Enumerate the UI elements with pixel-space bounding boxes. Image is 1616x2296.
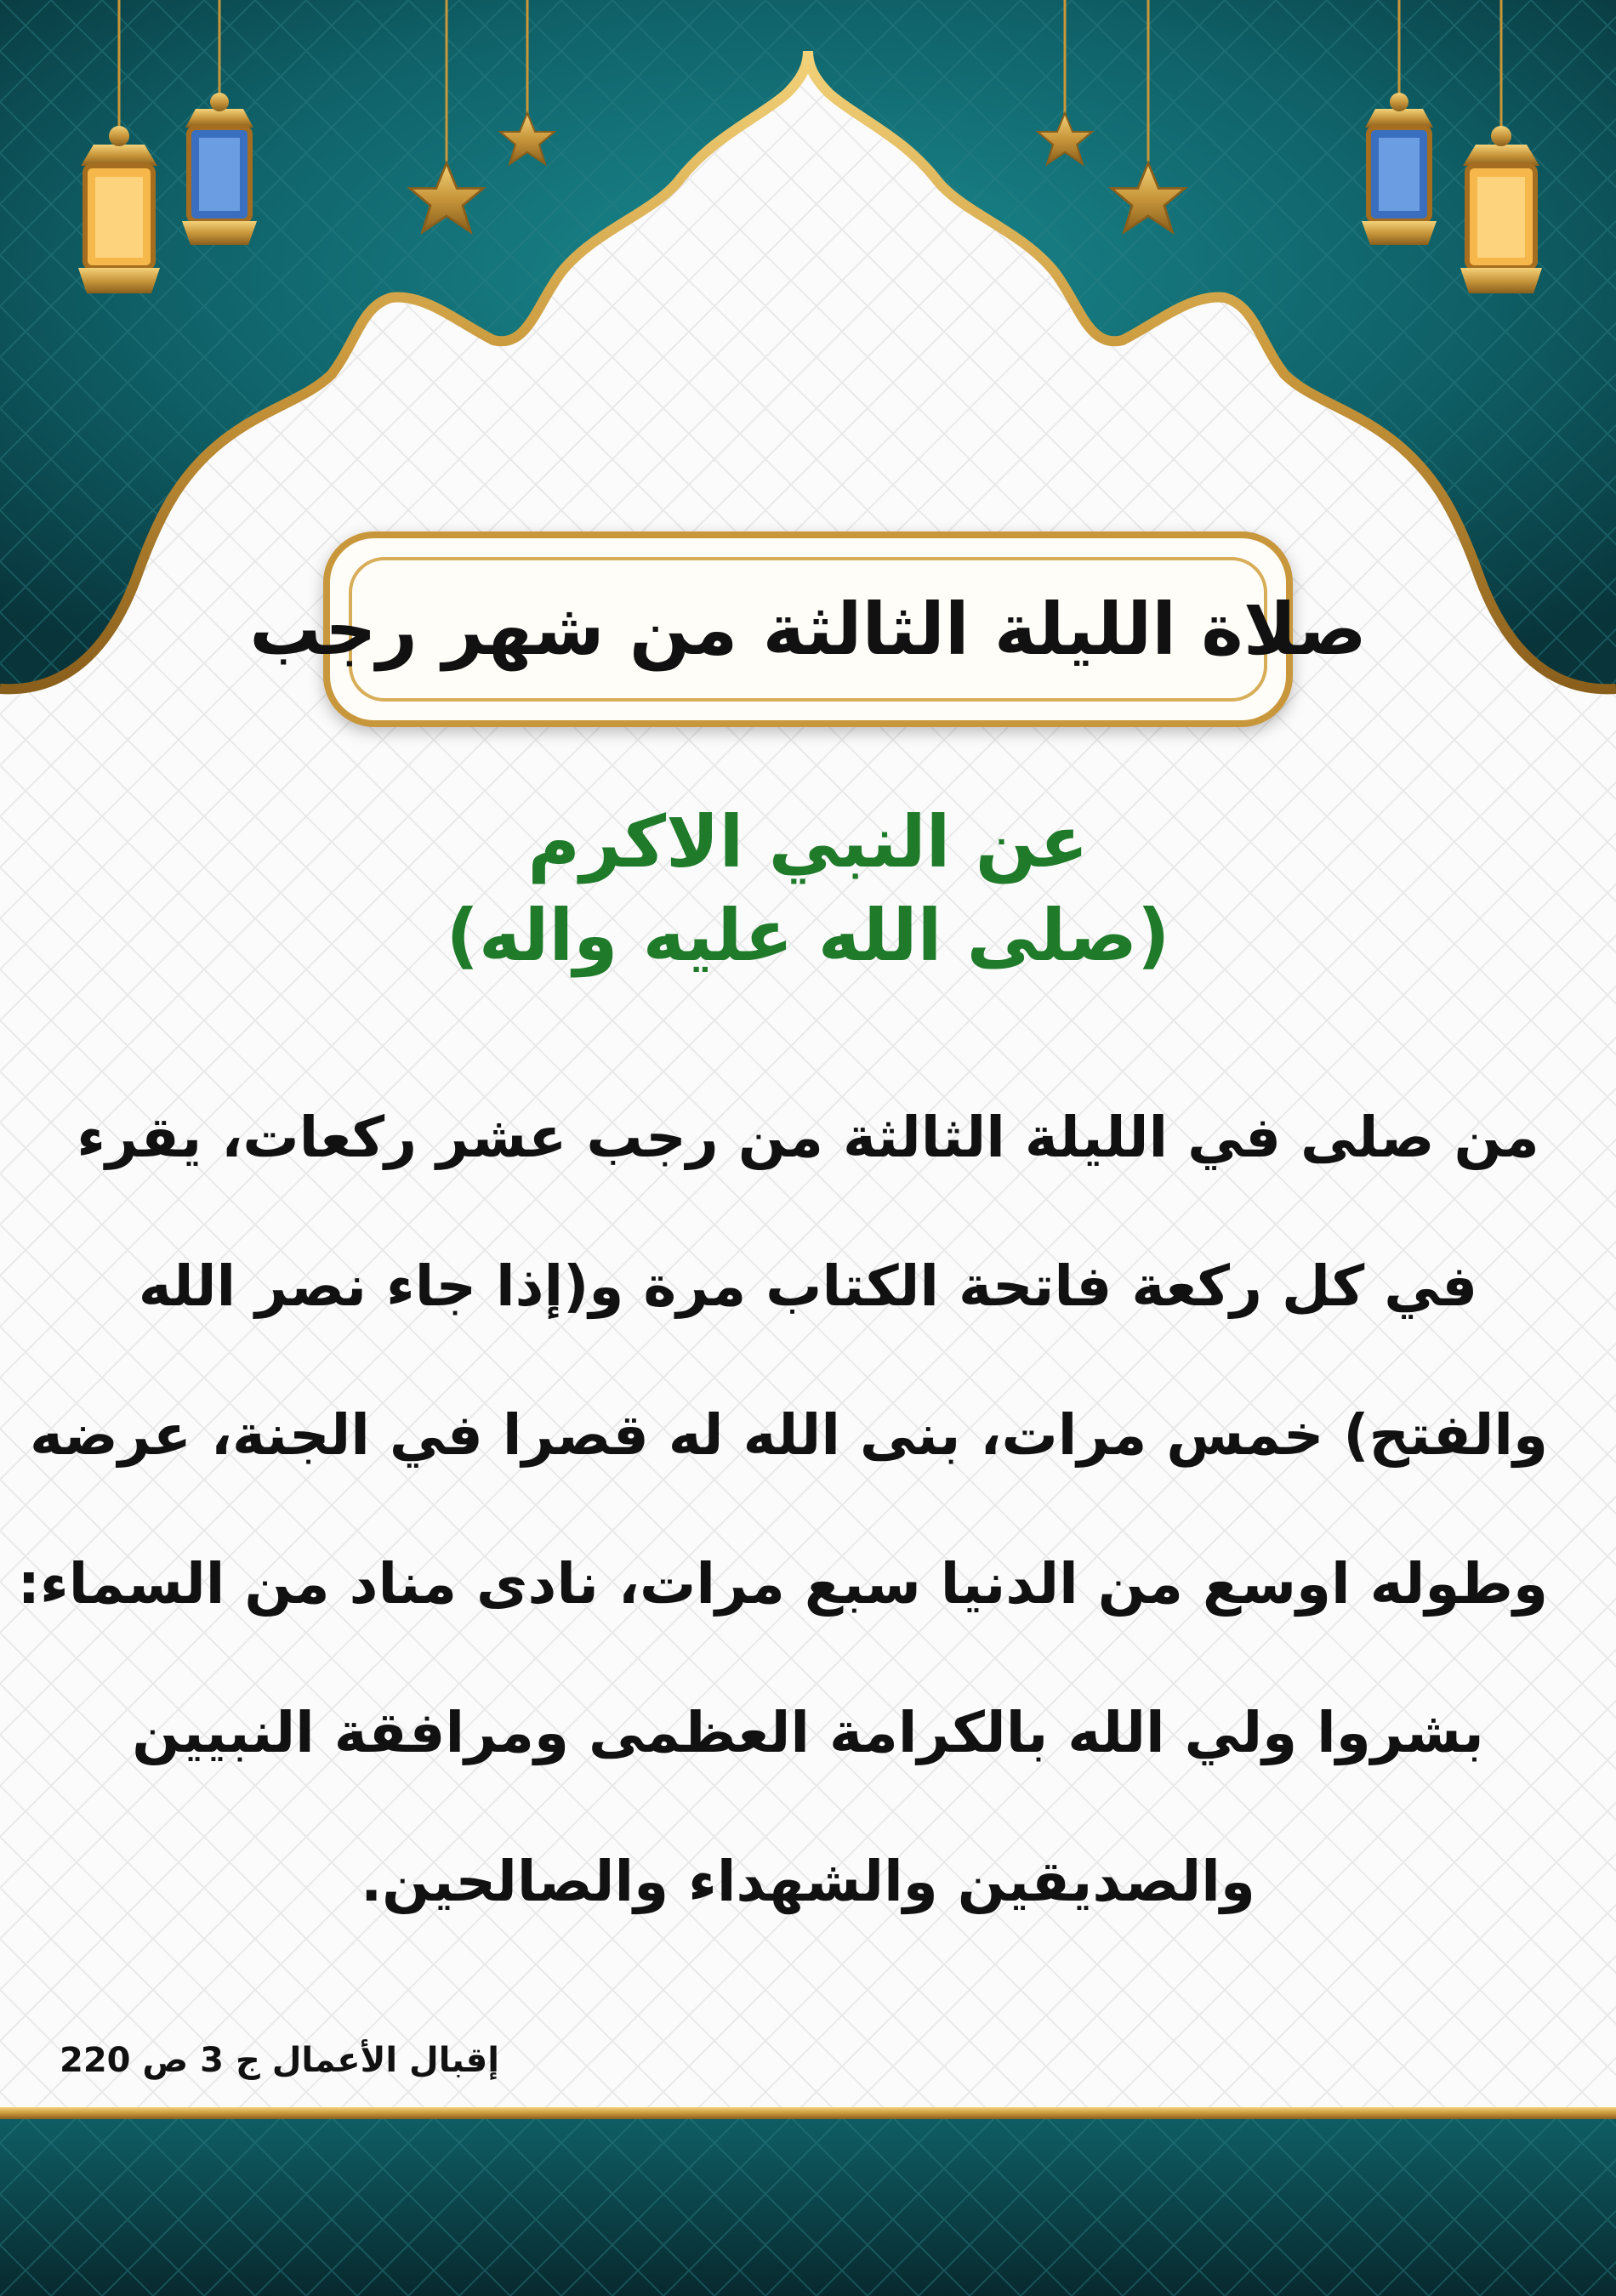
title-frame <box>249 531 1367 727</box>
lantern-icon <box>1362 93 1437 245</box>
page-title: صلاة الليلة الثالثة من شهر رجب <box>249 588 1367 671</box>
narrator-heading <box>213 795 1403 982</box>
body-line: في كل ركعة فاتحة الكتاب مرة و(إذا جاء نصر الله <box>138 1253 1478 1319</box>
hadith-body <box>17 1063 1548 1956</box>
narrator-line-1: عن النبي الاكرم <box>527 800 1089 884</box>
body-line: والصديقين والشهداء والصالحين. <box>361 1849 1255 1914</box>
body-line: بشروا ولي الله بالكرامة العظمى ومرافقة النبيين <box>132 1700 1484 1765</box>
lantern-icon <box>78 126 160 293</box>
lantern-icon <box>1460 126 1542 293</box>
body-line: من صلى في الليلة الثالثة من رجب عشر ركعات، يقرء <box>77 1105 1539 1170</box>
narrator-line-2: (صلى الله عليه واله) <box>446 894 1170 977</box>
lantern-icon <box>182 93 257 245</box>
body-line: والفتح) خمس مرات، بنى الله له قصرا في الجنة، عرضه <box>30 1402 1548 1468</box>
body-line: وطوله اوسع من الدنيا سبع مرات، نادى مناد من السماء: <box>17 1551 1548 1617</box>
footer-gold-line <box>0 2107 1616 2119</box>
title-frame-inner <box>249 557 1367 702</box>
source-reference: إقبال الأعمال ج 3 ص 220 <box>60 2041 499 2080</box>
